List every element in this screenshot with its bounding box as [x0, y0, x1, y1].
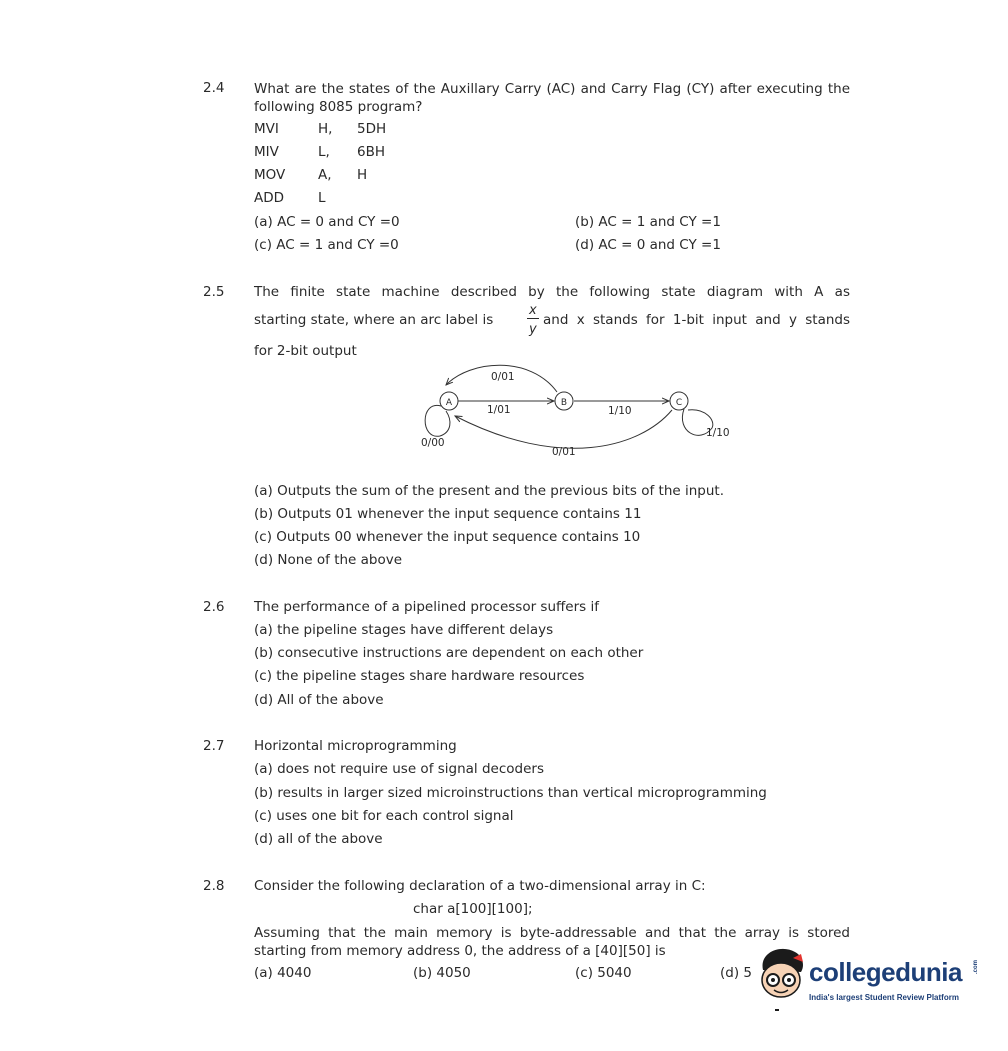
label-c-to-a: 0/01 — [552, 446, 576, 458]
logo-suffix: .com — [973, 959, 980, 975]
option-b: (b) results in larger sized microinstructions than vertical microprogramming — [254, 785, 767, 801]
option-c: (c) the pipeline stages share hardware resources — [254, 668, 585, 684]
option-c: (c) 5040 — [575, 965, 632, 981]
option-d: (d) None of the above — [254, 552, 403, 568]
state-b-label: B — [560, 398, 568, 408]
code-val: 6BH — [357, 144, 386, 160]
question-2-5-line3: for 2-bit output — [254, 343, 357, 359]
option-b: (b) consecutive instructions are dependent on each other — [254, 645, 644, 661]
question-number-2-8: 2.8 — [203, 878, 225, 894]
label-a-to-b: 1/01 — [487, 404, 511, 416]
option-b: (b) 4050 — [413, 965, 471, 981]
question-2-5-line1: The finite state machine described by the following state diagram with A as — [254, 284, 850, 300]
question-2-5-line2b: and x stands for 1-bit input and y stands — [543, 312, 850, 328]
code-reg: A, — [318, 167, 332, 183]
state-c-label: C — [675, 398, 683, 408]
state-a-label: A — [445, 398, 453, 408]
option-a: (a) the pipeline stages have different delays — [254, 622, 554, 638]
code-op: MVI — [254, 121, 279, 137]
option-a: (a) 4040 — [254, 965, 312, 981]
mascot-icon — [745, 940, 815, 1015]
question-number-2-6: 2.6 — [203, 599, 225, 615]
logo-tagline: India's largest Student Review Platform — [809, 993, 959, 1002]
label-b-to-a: 0/01 — [491, 371, 515, 383]
option-d: (d) All of the above — [254, 692, 384, 708]
collegedunia-logo — [745, 940, 1008, 1015]
option-c: (c) Outputs 00 whenever the input sequence contains 10 — [254, 529, 641, 545]
option-d: (d) all of the above — [254, 831, 383, 847]
label-a-self: 0/00 — [421, 437, 445, 449]
fraction-numerator: x — [529, 303, 537, 318]
option-a: (a) AC = 0 and CY =0 — [254, 214, 400, 230]
code-reg: L, — [318, 144, 330, 160]
option-b: (b) Outputs 01 whenever the input sequence contains 11 — [254, 506, 642, 522]
option-b: (b) AC = 1 and CY =1 — [575, 214, 721, 230]
option-d: (d) 5 — [720, 965, 752, 981]
option-a: (a) does not require use of signal decoders — [254, 761, 544, 777]
question-number-2-5: 2.5 — [203, 284, 225, 300]
code-reg: L — [318, 190, 326, 206]
code-val: 5DH — [357, 121, 387, 137]
fraction-denominator: y — [529, 322, 537, 337]
code-op: MOV — [254, 167, 286, 183]
option-d: (d) AC = 0 and CY =1 — [575, 237, 721, 253]
question-number-2-4: 2.4 — [203, 80, 225, 96]
question-number-2-7: 2.7 — [203, 738, 225, 754]
question-2-8-text: Consider the following declaration of a two-dimensional array in C: — [254, 878, 706, 894]
code-op: ADD — [254, 190, 285, 206]
code-reg: H, — [318, 121, 333, 137]
logo-wordmark: collegedunia — [809, 957, 962, 987]
question-2-4-text: What are the states of the Auxillary Carry (AC) and Carry Flag (CY) after executing the following 8085 program? — [254, 81, 850, 115]
code-op: MIV — [254, 144, 279, 160]
question-2-6-text: The performance of a pipelined processor suffers if — [254, 599, 599, 615]
question-2-7-text: Horizontal microprogramming — [254, 738, 457, 754]
state-diagram — [0, 0, 1008, 480]
label-c-self: 1/10 — [706, 427, 730, 439]
label-b-to-c: 1/10 — [608, 405, 632, 417]
option-c: (c) uses one bit for each control signal — [254, 808, 514, 824]
code-declaration: char a[100][100]; — [413, 901, 533, 917]
option-c: (c) AC = 1 and CY =0 — [254, 237, 399, 253]
option-a: (a) Outputs the sum of the present and the previous bits of the input. — [254, 483, 725, 499]
question-2-5-line2a: starting state, where an arc label is — [254, 312, 494, 328]
question-2-8-text2: Assuming that the main memory is byte-addressable and that the array is stored starting from memory address 0, the address of a [40][50] is — [254, 925, 850, 959]
code-val: H — [357, 167, 368, 183]
